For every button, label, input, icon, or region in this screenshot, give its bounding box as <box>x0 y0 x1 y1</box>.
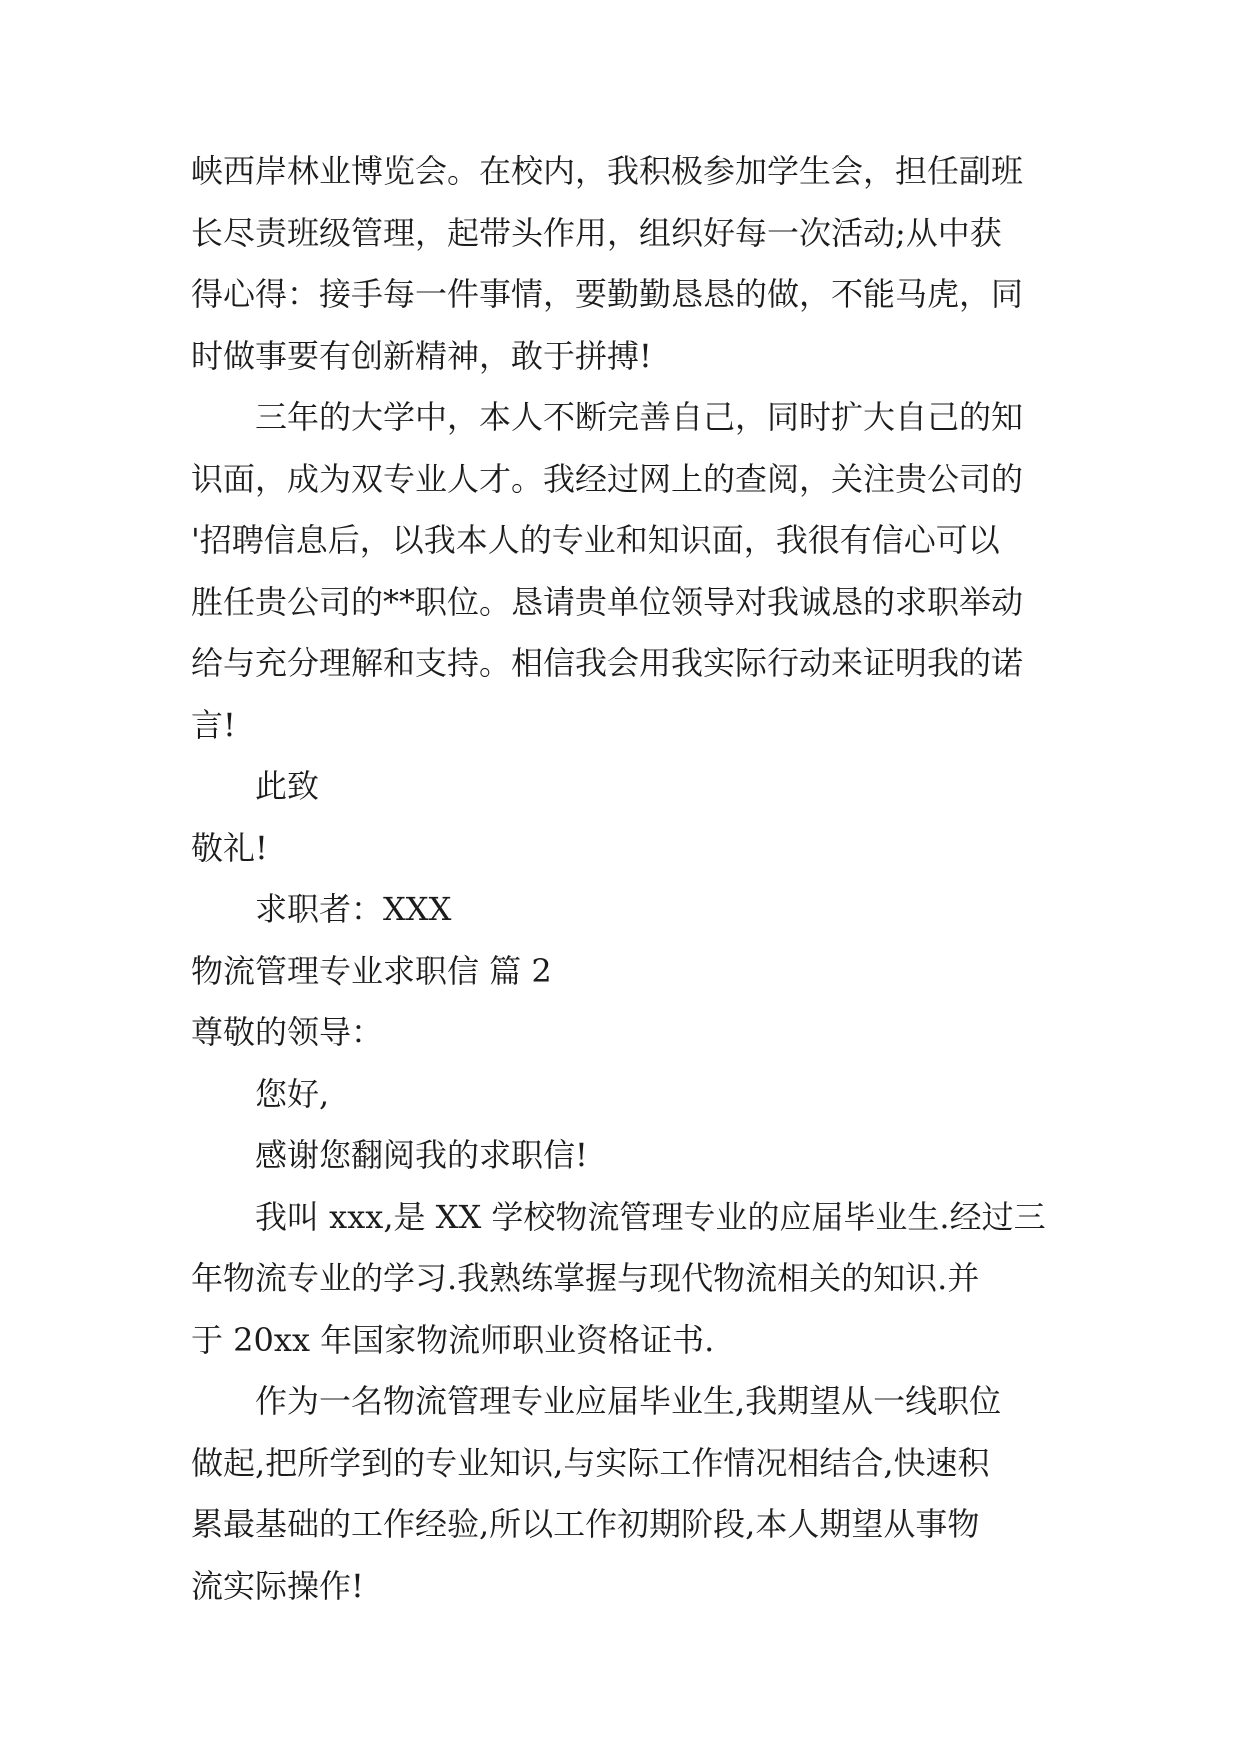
text-line: 流实际操作! <box>191 1566 364 1605</box>
text-line: 得心得：接手每一件事情，要勤勤恳恳的做，不能马虎，同 <box>191 275 1024 313</box>
text-line: '招聘信息后，以我本人的专业和知识面，我很有信心可以 <box>191 521 1000 559</box>
paragraph-activities <box>191 141 1059 387</box>
paragraph-self-improvement <box>191 387 1059 756</box>
text-line: 识面，成为双专业人才。我经过网上的查阅，关注贵公司的 <box>191 459 1024 498</box>
paragraph-career-goal <box>191 1371 1059 1617</box>
greeting: 您好, <box>255 1074 330 1113</box>
text-line: 年物流专业的学习.我熟练掌握与现代物流相关的知识.并 <box>191 1259 980 1297</box>
text-line: 长尽责班级管理，起带头作用，组织好每一次活动;从中获 <box>191 213 1002 252</box>
section-title: 物流管理专业求职信 篇 2 <box>191 951 552 990</box>
document-page <box>191 141 1059 1617</box>
text-line: 峡西岸林业博览会。在校内，我积极参加学生会，担任副班 <box>191 152 1024 190</box>
text-line: 于 20xx 年国家物流师职业资格证书. <box>191 1320 715 1359</box>
text-line: 胜任贵公司的**职位。恳请贵单位领导对我诚恳的求职举动 <box>191 582 1024 621</box>
paragraph-introduction <box>191 1187 1059 1372</box>
thanks-line: 感谢您翻阅我的求职信! <box>255 1136 588 1174</box>
signature: 求职者：XXX <box>255 890 452 928</box>
closing-regards: 此致 <box>255 767 320 805</box>
text-line: 作为一名物流管理专业应届毕业生,我期望从一线职位 <box>255 1382 1002 1420</box>
text-line: 累最基础的工作经验,所以工作初期阶段,本人期望从事物 <box>191 1505 980 1543</box>
text-line: 言! <box>191 705 236 744</box>
salutation: 尊敬的领导： <box>191 1013 384 1051</box>
closing-salute: 敬礼! <box>191 828 268 867</box>
text-line: 我叫 xxx,是 XX 学校物流管理专业的应届毕业生.经过三 <box>255 1197 1046 1236</box>
text-line: 三年的大学中，本人不断完善自己，同时扩大自己的知 <box>255 398 1024 436</box>
text-line: 做起,把所学到的专业知识,与实际工作情况相结合,快速积 <box>191 1443 990 1482</box>
text-line: 时做事要有创新精神，敢于拼搏! <box>191 336 652 375</box>
text-line: 给与充分理解和支持。相信我会用我实际行动来证明我的诺 <box>191 644 1024 682</box>
